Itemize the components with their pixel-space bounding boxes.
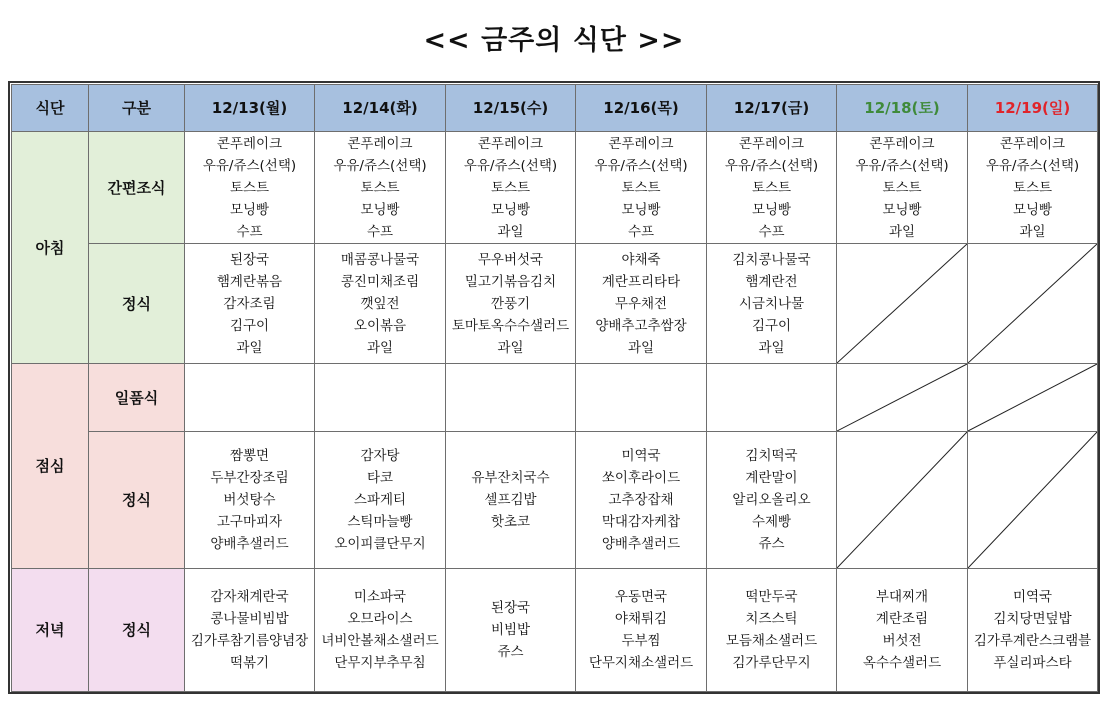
menu-item: 짬뽕면: [229, 448, 270, 464]
header-day-thu: 12/16(목): [576, 85, 707, 132]
menu-item: 오이볶음: [353, 317, 407, 334]
menu-item: 단무지채소샐러드: [588, 655, 694, 671]
menu-item: 과일: [236, 339, 263, 356]
page-title: << 금주의 식단 >>: [423, 25, 685, 56]
menu-item: 두부간장조림: [210, 470, 289, 486]
weekly-menu-table: [11, 84, 1098, 692]
menu-cell-empty: [446, 364, 576, 432]
meal-label-dinner: 저녁: [12, 569, 89, 692]
menu-item: 타코: [366, 470, 394, 486]
menu-item: 콘푸레이크: [869, 135, 935, 152]
menu-item: 감자조림: [223, 295, 276, 312]
breakfast-set-row: [12, 244, 1098, 364]
menu-item: 매콤콩나물국: [340, 251, 420, 268]
menu-item: 김가루참기름양념장: [190, 633, 309, 649]
menu-cell: [968, 132, 1098, 244]
menu-item: 수프: [236, 223, 263, 240]
menu-item: 모닝빵: [229, 201, 270, 218]
header-day-fri: 12/17(금): [707, 85, 837, 132]
menu-item: 모닝빵: [882, 201, 922, 218]
menu-cell-empty: [315, 364, 446, 432]
menu-item: 쏘이후라이드: [601, 470, 681, 486]
menu-item: 쥬스: [758, 536, 785, 552]
menu-item: 우유/쥬스(선택): [202, 157, 297, 174]
menu-item: 콘푸레이크: [216, 135, 283, 152]
menu-item: 부대찌개: [875, 589, 929, 605]
menu-item: 푸실리파스타: [993, 655, 1072, 671]
menu-item: 고추장잡채: [608, 492, 674, 508]
menu-item: 오므라이스: [347, 611, 413, 627]
menu-item: 양배추샐러드: [601, 536, 681, 552]
menu-item: 양배추샐러드: [210, 536, 289, 552]
menu-item: 김가루단무지: [732, 655, 811, 671]
menu-item: 버섯전: [882, 633, 922, 649]
menu-item: 과일: [497, 339, 524, 356]
menu-item: 계란조림: [875, 611, 929, 627]
menu-item: 김구이: [751, 317, 792, 334]
menu-cell: [837, 569, 968, 692]
menu-item: 시금치나물: [738, 295, 805, 312]
empty-cell-slashed: [837, 244, 968, 364]
menu-item: 모닝빵: [360, 201, 400, 218]
menu-item: 고구마피자: [216, 514, 283, 530]
menu-item: 김구이: [229, 317, 270, 334]
menu-cell: [707, 432, 837, 569]
empty-cell-slashed: [837, 364, 968, 432]
menu-item: 김치콩나물국: [732, 251, 811, 268]
menu-item: 오이피클단무지: [334, 536, 426, 552]
menu-item: 김가루계란스크램블: [973, 633, 1092, 649]
menu-cell: [837, 132, 968, 244]
menu-item: 콩나물비빔밥: [210, 611, 289, 627]
lunch-single-row: [12, 364, 1098, 432]
menu-item: 밀고기볶음김치: [464, 273, 557, 290]
menu-item: 모닝빵: [621, 201, 661, 218]
menu-item: 알리오올리오: [732, 492, 811, 508]
menu-cell: [446, 244, 576, 364]
menu-cell: [446, 132, 576, 244]
menu-item: 막대감자케찹: [601, 514, 681, 530]
type-label-set: 정식: [89, 244, 185, 364]
menu-item: 깻잎전: [360, 295, 400, 312]
menu-item: 깐풍기: [490, 295, 531, 312]
header-day-wed: 12/15(수): [446, 85, 576, 132]
menu-item: 김치당면덮밥: [993, 611, 1072, 627]
menu-cell: [968, 569, 1098, 692]
menu-item: 유부잔치국수: [471, 470, 550, 486]
meal-label-breakfast: 아침: [12, 132, 89, 364]
menu-item: 모닝빵: [490, 201, 531, 218]
type-label-simple: 간편조식: [89, 132, 185, 244]
menu-cell: [315, 132, 446, 244]
menu-item: 우유/쥬스(선택): [333, 157, 427, 174]
menu-item: 계란말이: [745, 470, 798, 486]
menu-item: 토스트: [490, 179, 531, 196]
menu-item: 수프: [758, 223, 785, 240]
menu-cell: [446, 569, 576, 692]
menu-item: 모닝빵: [1012, 201, 1053, 218]
menu-item: 핫초코: [490, 514, 531, 530]
menu-item: 과일: [758, 339, 785, 356]
menu-item: 햄계란전: [745, 273, 798, 290]
header-day-sat: 12/18(토): [837, 85, 968, 132]
menu-item: 버섯탕수: [223, 492, 276, 508]
menu-item: 콩진미채조림: [340, 273, 420, 290]
menu-item: 떡만두국: [745, 589, 798, 605]
menu-item: 스파게티: [353, 492, 407, 508]
menu-cell: [185, 569, 315, 692]
breakfast-simple-row: [12, 132, 1098, 244]
menu-item: 감자탕: [360, 448, 400, 464]
header-meal: 식단: [12, 85, 89, 132]
menu-item: 무우채전: [614, 295, 668, 312]
menu-item: 김치떡국: [745, 448, 798, 464]
menu-item: 스틱마늘빵: [347, 514, 413, 530]
menu-cell: [315, 432, 446, 569]
menu-cell: [185, 132, 315, 244]
menu-cell-empty: [707, 364, 837, 432]
menu-item: 콘푸레이크: [608, 135, 674, 152]
header-type: 구분: [89, 85, 185, 132]
type-label-single: 일품식: [89, 364, 185, 432]
menu-item: 토스트: [882, 179, 922, 196]
menu-item: 콘푸레이크: [999, 135, 1066, 152]
menu-item: 셀프김밥: [484, 492, 537, 508]
menu-item: 미소파국: [353, 589, 407, 605]
menu-item: 야채죽: [621, 251, 661, 268]
menu-item: 단무지부추무침: [334, 655, 426, 671]
menu-item: 토마토옥수수샐러드: [451, 317, 570, 334]
menu-item: 과일: [366, 339, 394, 356]
empty-cell-slashed: [968, 364, 1098, 432]
menu-item: 토스트: [751, 179, 792, 196]
menu-cell: [315, 244, 446, 364]
menu-cell: [185, 244, 315, 364]
menu-item: 우유/쥬스(선택): [463, 157, 558, 174]
menu-item: 비빔밥: [490, 622, 531, 638]
menu-item: 무우버섯국: [477, 251, 544, 268]
menu-cell: [576, 132, 707, 244]
menu-item: 과일: [888, 223, 916, 240]
type-label-set: 정식: [89, 432, 185, 569]
menu-item: 미역국: [621, 448, 661, 464]
menu-item: 쥬스: [497, 644, 524, 660]
menu-item: 우동면국: [614, 589, 668, 605]
menu-cell: [576, 569, 707, 692]
menu-item: 수프: [366, 223, 394, 240]
menu-item: 떡볶기: [229, 655, 270, 671]
menu-item: 녀비안볼채소샐러드: [321, 633, 439, 649]
menu-cell: [576, 432, 707, 569]
lunch-set-row: [12, 432, 1098, 569]
menu-item: 우유/쥬스(선택): [724, 157, 819, 174]
menu-cell-empty: [185, 364, 315, 432]
menu-cell: [185, 432, 315, 569]
menu-item: 우유/쥬스(선택): [855, 157, 949, 174]
empty-cell-slashed: [968, 432, 1098, 569]
header-day-mon: 12/13(월): [185, 85, 315, 132]
menu-item: 옥수수샐러드: [862, 655, 942, 671]
menu-item: 된장국: [229, 251, 270, 268]
menu-item: 양배추고추쌈장: [595, 317, 687, 334]
menu-item: 우유/쥬스(선택): [985, 157, 1080, 174]
menu-item: 콘푸레이크: [738, 135, 805, 152]
menu-item: 콘푸레이크: [477, 135, 544, 152]
menu-item: 미역국: [1012, 589, 1053, 605]
menu-item: 토스트: [621, 179, 661, 196]
menu-item: 두부찜: [621, 633, 661, 649]
empty-cell-slashed: [837, 432, 968, 569]
menu-item: 우유/쥬스(선택): [594, 157, 688, 174]
menu-cell: [315, 569, 446, 692]
meal-label-lunch: 점심: [12, 364, 89, 569]
menu-item: 수제빵: [751, 514, 792, 530]
dinner-set-row: [12, 569, 1098, 692]
menu-item: 토스트: [360, 179, 400, 196]
menu-item: 과일: [497, 223, 524, 240]
type-label-set: 정식: [89, 569, 185, 692]
menu-item: 치즈스틱: [745, 611, 798, 627]
header-row: [12, 85, 1098, 132]
menu-cell-empty: [576, 364, 707, 432]
menu-item: 토스트: [229, 179, 270, 196]
menu-item: 과일: [1019, 223, 1046, 240]
header-day-tue: 12/14(화): [315, 85, 446, 132]
menu-item: 야채튀김: [614, 611, 668, 627]
header-day-sun: 12/19(일): [968, 85, 1098, 132]
menu-item: 토스트: [1012, 179, 1053, 196]
menu-item: 모듬채소샐러드: [725, 633, 818, 649]
menu-cell: [707, 244, 837, 364]
menu-item: 수프: [627, 223, 655, 240]
menu-cell: [707, 569, 837, 692]
menu-cell: [576, 244, 707, 364]
menu-item: 계란프리타타: [601, 273, 681, 290]
empty-cell-slashed: [968, 244, 1098, 364]
menu-cell: [446, 432, 576, 569]
menu-item: 햄계란볶음: [216, 273, 283, 290]
menu-item: 콘푸레이크: [347, 135, 413, 152]
menu-item: 감자채계란국: [210, 589, 289, 605]
menu-item: 된장국: [490, 600, 531, 616]
menu-item: 모닝빵: [751, 201, 792, 218]
menu-cell: [707, 132, 837, 244]
menu-item: 과일: [627, 339, 655, 356]
